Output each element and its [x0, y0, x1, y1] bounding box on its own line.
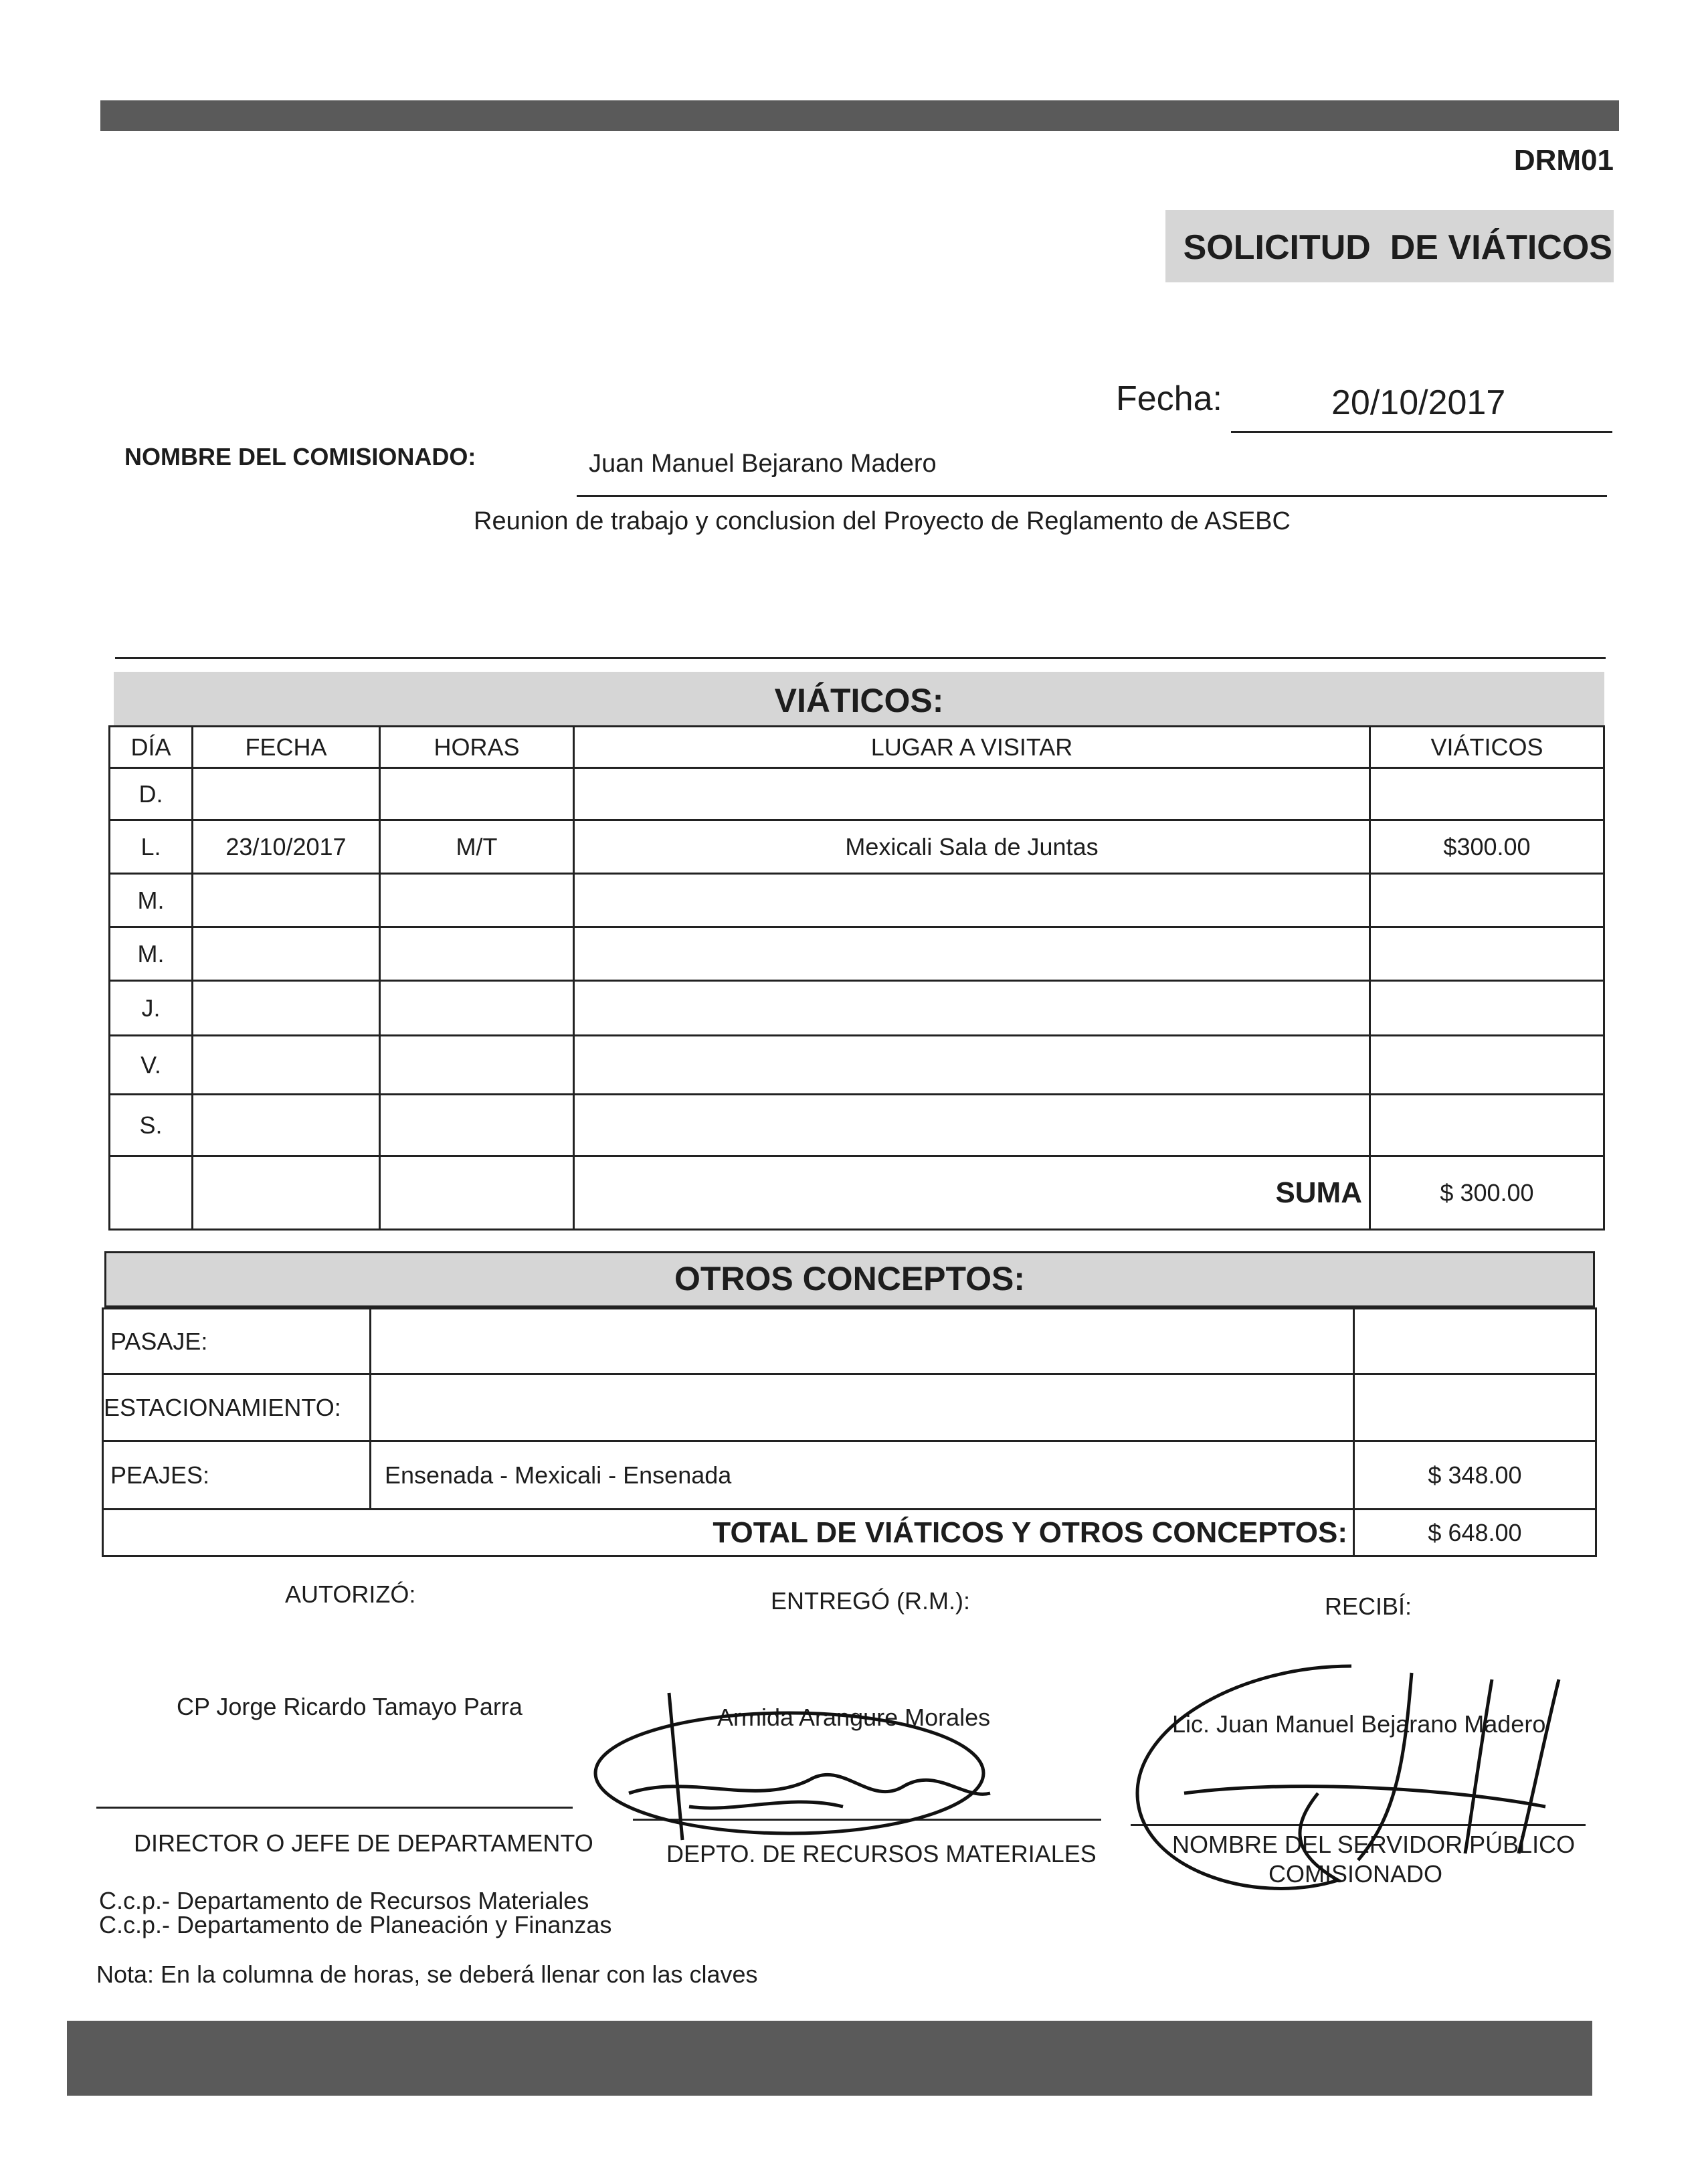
fecha-cell [193, 927, 380, 981]
horas-cell [380, 981, 574, 1036]
signature-line-left [96, 1807, 573, 1809]
col-horas-header: HORAS [380, 727, 574, 768]
table-row [110, 1036, 1604, 1095]
horas-cell: M/T [380, 820, 574, 874]
separator-line [115, 657, 1606, 659]
table-row [110, 1095, 1604, 1156]
signature-recibi [1117, 1653, 1586, 1907]
total-label: TOTAL DE VIÁTICOS Y OTROS CONCEPTOS: [103, 1510, 1354, 1556]
table-row [103, 1374, 1596, 1441]
autorizo-nombre: CP Jorge Ricardo Tamayo Parra [177, 1693, 523, 1720]
dia-cell: V. [110, 1036, 193, 1095]
otros-detalle-cell: Ensenada - Mexicali - Ensenada [371, 1441, 1354, 1510]
fecha-cell [193, 874, 380, 927]
suma-row [110, 1156, 1604, 1230]
monto-cell [1370, 981, 1604, 1036]
fecha-label: Fecha: [1116, 379, 1222, 418]
table-row [110, 981, 1604, 1036]
monto-cell [1370, 1095, 1604, 1156]
dia-cell: M. [110, 874, 193, 927]
otros-detalle-cell [371, 1374, 1354, 1441]
otros-label-cell: PEAJES: [103, 1441, 371, 1510]
otros-detalle-cell [371, 1309, 1354, 1374]
fecha-cell [193, 768, 380, 820]
col-dia-header: DÍA [110, 727, 193, 768]
total-row [103, 1510, 1596, 1556]
fecha-underline [1231, 431, 1612, 433]
otros-monto-cell [1354, 1374, 1596, 1441]
top-bar [100, 100, 1619, 131]
lugar-cell: Mexicali Sala de Juntas [574, 820, 1370, 874]
monto-cell [1370, 1036, 1604, 1095]
fecha-cell [193, 981, 380, 1036]
dia-cell: M. [110, 927, 193, 981]
horas-cell [380, 874, 574, 927]
total-value: $ 648.00 [1354, 1510, 1596, 1556]
otros-title: OTROS CONCEPTOS: [674, 1260, 1026, 1297]
recibi-cargo-1: NOMBRE DEL SERVIDOR PÚBLICO [1172, 1831, 1576, 1858]
otros-label-cell: ESTACIONAMIENTO: [103, 1374, 371, 1441]
entrego-label: ENTREGÓ (R.M.): [771, 1587, 970, 1615]
comisionado-underline [577, 495, 1607, 497]
recibi-label: RECIBÍ: [1325, 1592, 1412, 1620]
lugar-cell [574, 927, 1370, 981]
col-viaticos-header: VIÁTICOS [1370, 727, 1604, 768]
dia-cell: S. [110, 1095, 193, 1156]
motivo-text: Reunion de trabajo y conclusion del Proyecto de Reglamento de ASEBC [474, 507, 1291, 535]
fecha-cell: 23/10/2017 [193, 820, 380, 874]
entrego-nombre: Armida Arangure Morales [717, 1704, 991, 1731]
horas-cell [380, 927, 574, 981]
comisionado-value: Juan Manuel Bejarano Madero [589, 450, 937, 478]
ccp-line-1: C.c.p.- Departamento de Recursos Materiales [99, 1887, 589, 1914]
form-title: SOLICITUD DE VIÁTICOS [1183, 228, 1612, 267]
col-lugar-header: LUGAR A VISITAR [574, 727, 1370, 768]
horas-cell [380, 1095, 574, 1156]
otros-monto-cell: $ 348.00 [1354, 1441, 1596, 1510]
dia-cell: L. [110, 820, 193, 874]
col-fecha-header: FECHA [193, 727, 380, 768]
dia-cell: J. [110, 981, 193, 1036]
entrego-cargo: DEPTO. DE RECURSOS MATERIALES [666, 1840, 1097, 1868]
bottom-bar [67, 2021, 1592, 2096]
recibi-nombre: Lic. Juan Manuel Bejarano Madero [1172, 1710, 1546, 1738]
monto-cell [1370, 874, 1604, 927]
otros-label-cell: PASAJE: [103, 1309, 371, 1374]
monto-cell [1370, 927, 1604, 981]
lugar-cell [574, 874, 1370, 927]
horas-cell [380, 768, 574, 820]
comisionado-label: NOMBRE DEL COMISIONADO: [124, 443, 476, 470]
lugar-cell [574, 1036, 1370, 1095]
horas-cell [380, 1036, 574, 1095]
monto-cell [1370, 768, 1604, 820]
fecha-value: 20/10/2017 [1331, 383, 1506, 422]
ccp-line-2: C.c.p.- Departamento de Planeación y Finanzas [99, 1911, 612, 1938]
table-row [110, 820, 1604, 874]
signature-entrego [589, 1673, 1004, 1860]
otros-monto-cell [1354, 1309, 1596, 1374]
otros-table [102, 1307, 1597, 1557]
nota-text: Nota: En la columna de horas, se deberá llenar con las claves [96, 1961, 758, 1988]
table-row [110, 927, 1604, 981]
table-row [103, 1309, 1596, 1374]
fecha-cell [193, 1036, 380, 1095]
viaticos-table [108, 725, 1605, 1231]
form-code: DRM01 [1513, 144, 1614, 177]
viaticos-title: VIÁTICOS: [774, 682, 944, 719]
suma-label: SUMA [574, 1156, 1370, 1230]
table-row [110, 874, 1604, 927]
table-row [103, 1441, 1596, 1510]
suma-value: $ 300.00 [1370, 1156, 1604, 1230]
table-row [110, 768, 1604, 820]
monto-cell: $300.00 [1370, 820, 1604, 874]
dia-cell: D. [110, 768, 193, 820]
lugar-cell [574, 1095, 1370, 1156]
autorizo-label: AUTORIZÓ: [285, 1580, 416, 1608]
viaticos-header-row [110, 727, 1604, 768]
autorizo-cargo: DIRECTOR O JEFE DE DEPARTAMENTO [134, 1829, 593, 1857]
lugar-cell [574, 981, 1370, 1036]
recibi-cargo-2: COMISIONADO [1268, 1860, 1443, 1888]
fecha-cell [193, 1095, 380, 1156]
lugar-cell [574, 768, 1370, 820]
